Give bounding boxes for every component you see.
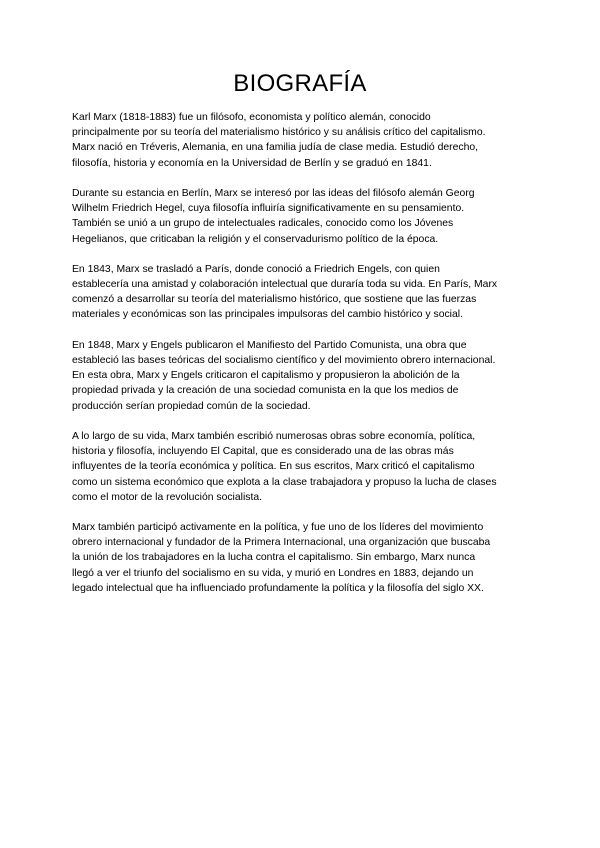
text-line: Marx también participó activamente en la política, y fue uno de los líderes del movimiento [72, 522, 484, 534]
text-line: materiales y económicas son las principales impulsoras del cambio histórico y social. [72, 309, 463, 321]
text-line: También se unió a un grupo de intelectuales radicales, conocido como los Jóvenes [72, 218, 454, 230]
text-line: producción serían propiedad común de la sociedad. [72, 400, 311, 412]
paragraph-1 [72, 110, 532, 171]
text-line: historia y filosofía, incluyendo El Capital, que es considerado una de las obras más [72, 446, 454, 458]
page-title: BIOGRAFÍA [233, 70, 367, 97]
text-line: influyentes de la teoría económica y política. En sus escritos, Marx criticó el capitalismo [72, 461, 475, 473]
text-line: Hegelianos, que criticaban la religión y el conservadurismo político de la época. [72, 233, 439, 245]
text-line: En esta obra, Marx y Engels criticaron el capitalismo y propusieron la abolición de la [72, 370, 460, 382]
text-line: como el motor de la revolución socialista. [72, 491, 263, 503]
text-line: Durante su estancia en Berlín, Marx se interesó por las ideas del filósofo alemán Georg [72, 187, 475, 199]
text-line: propiedad privada y la creación de una sociedad comunista en la que los medios de [72, 385, 459, 397]
text-line: como un sistema económico que explota a la clase trabajadora y propuso la lucha de clases [72, 476, 497, 488]
text-line: filosofía, historia y economía en la Universidad de Berlín y se graduó en 1841. [72, 157, 432, 169]
text-line: la unión de los trabajadores en la lucha contra el capitalismo. Sin embargo, Marx nunca [72, 552, 476, 564]
document-body [72, 110, 532, 611]
text-line: Marx nació en Tréveris, Alemania, en una familia judía de clase media. Estudió derecho, [72, 142, 479, 154]
text-line: estableció las bases teóricas del socialismo científico y del movimiento obrero internacional. [72, 355, 496, 366]
text-line: Wilhelm Friedrich Hegel, cuya filosofía influiría significativamente en su pensamiento. [72, 203, 465, 215]
text-line: principalmente por su teoría del materialismo histórico y su análisis crítico del capitalismo. [72, 127, 486, 139]
paragraph-5 [72, 429, 532, 505]
text-line: legado intelectual que ha influenciado profundamente la política y la filosofía del siglo XX. [72, 582, 484, 594]
text-line: En 1843, Marx se trasladó a París, donde conoció a Friedrich Engels, con quien [72, 263, 440, 275]
paragraph-6 [72, 520, 532, 596]
paragraph-3 [72, 262, 532, 323]
text-line: Karl Marx (1818-1883) fue un filósofo, economista y político alemán, conocido [72, 112, 431, 123]
text-line: En 1848, Marx y Engels publicaron el Manifiesto del Partido Comunista, una obra que [72, 339, 467, 351]
text-line: establecería una amistad y colaboración intelectual que duraría toda su vida. En París, Marx [72, 279, 498, 291]
text-line: A lo largo de su vida, Marx también escribió numerosas obras sobre economía, política, [72, 430, 476, 442]
text-line: llegó a ver el triunfo del socialismo en su vida, y murió en Londres en 1883, dejando un [72, 567, 474, 579]
text-line: obrero internacional y fundador de la Primera Internacional, una organización que buscaba [72, 537, 491, 549]
paragraph-4 [72, 338, 532, 414]
text-line: comenzó a desarrollar su teoría del materialismo histórico, que sostiene que las fuerzas [72, 294, 477, 306]
paragraph-2 [72, 186, 532, 247]
